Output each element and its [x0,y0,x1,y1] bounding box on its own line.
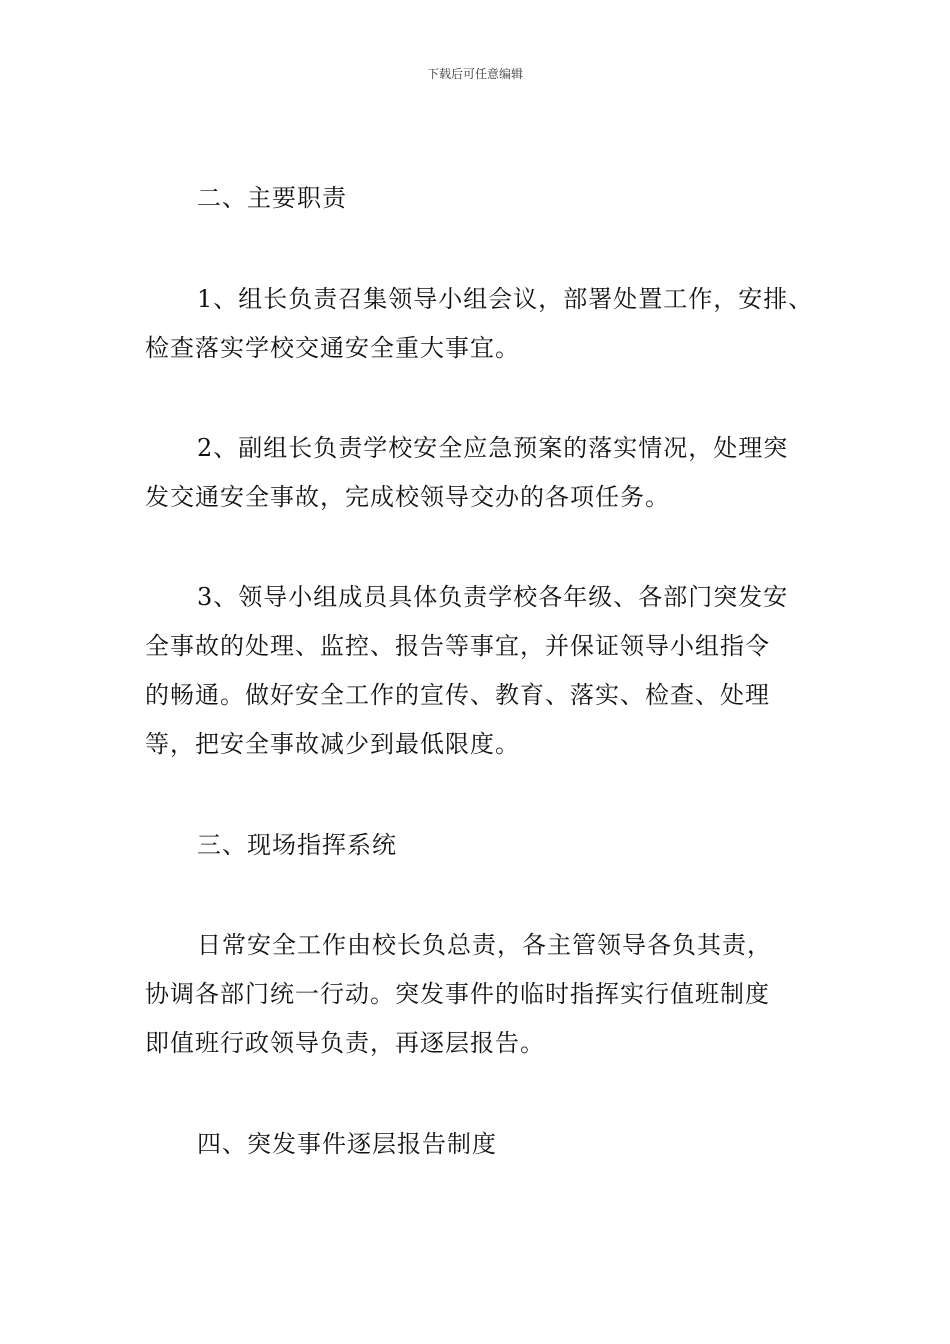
page-header-note: 下载后可任意编辑 [426,67,523,81]
paragraph-deputy-leader-duties [145,424,815,522]
text-line: 3、领导小组成员具体负责学校各年级、各部门突发安 [197,583,789,611]
text-line: 日常安全工作由校长负总责，各主管领导各负其责， [197,931,772,959]
section-heading-main-duties: 二、主要职责 [197,184,347,212]
text-line: 发交通安全事故，完成校领导交办的各项任务。 [145,483,670,511]
paragraph-leader-duties [145,275,815,373]
text-line: 1、组长负责召集领导小组会议，部署处置工作，安排、 [197,285,814,313]
text-line: 的畅通。做好安全工作的宣传、教育、落实、检查、处理 [145,681,770,709]
section-heading-command-system: 三、现场指挥系统 [197,831,397,859]
text-line: 全事故的处理、监控、报告等事宜，并保证领导小组指令 [145,632,770,660]
text-line: 即值班行政领导负责，再逐层报告。 [145,1029,545,1057]
text-line: 检查落实学校交通安全重大事宜。 [145,334,520,362]
text-line: 2、副组长负责学校安全应急预案的落实情况，处理突 [197,434,789,462]
section-heading-reporting-system: 四、突发事件逐层报告制度 [197,1130,497,1158]
paragraph-command-system [145,921,815,1068]
text-line: 等，把安全事故减少到最低限度。 [145,730,520,758]
paragraph-member-duties [145,573,815,769]
text-line: 协调各部门统一行动。突发事件的临时指挥实行值班制度 [145,980,770,1008]
